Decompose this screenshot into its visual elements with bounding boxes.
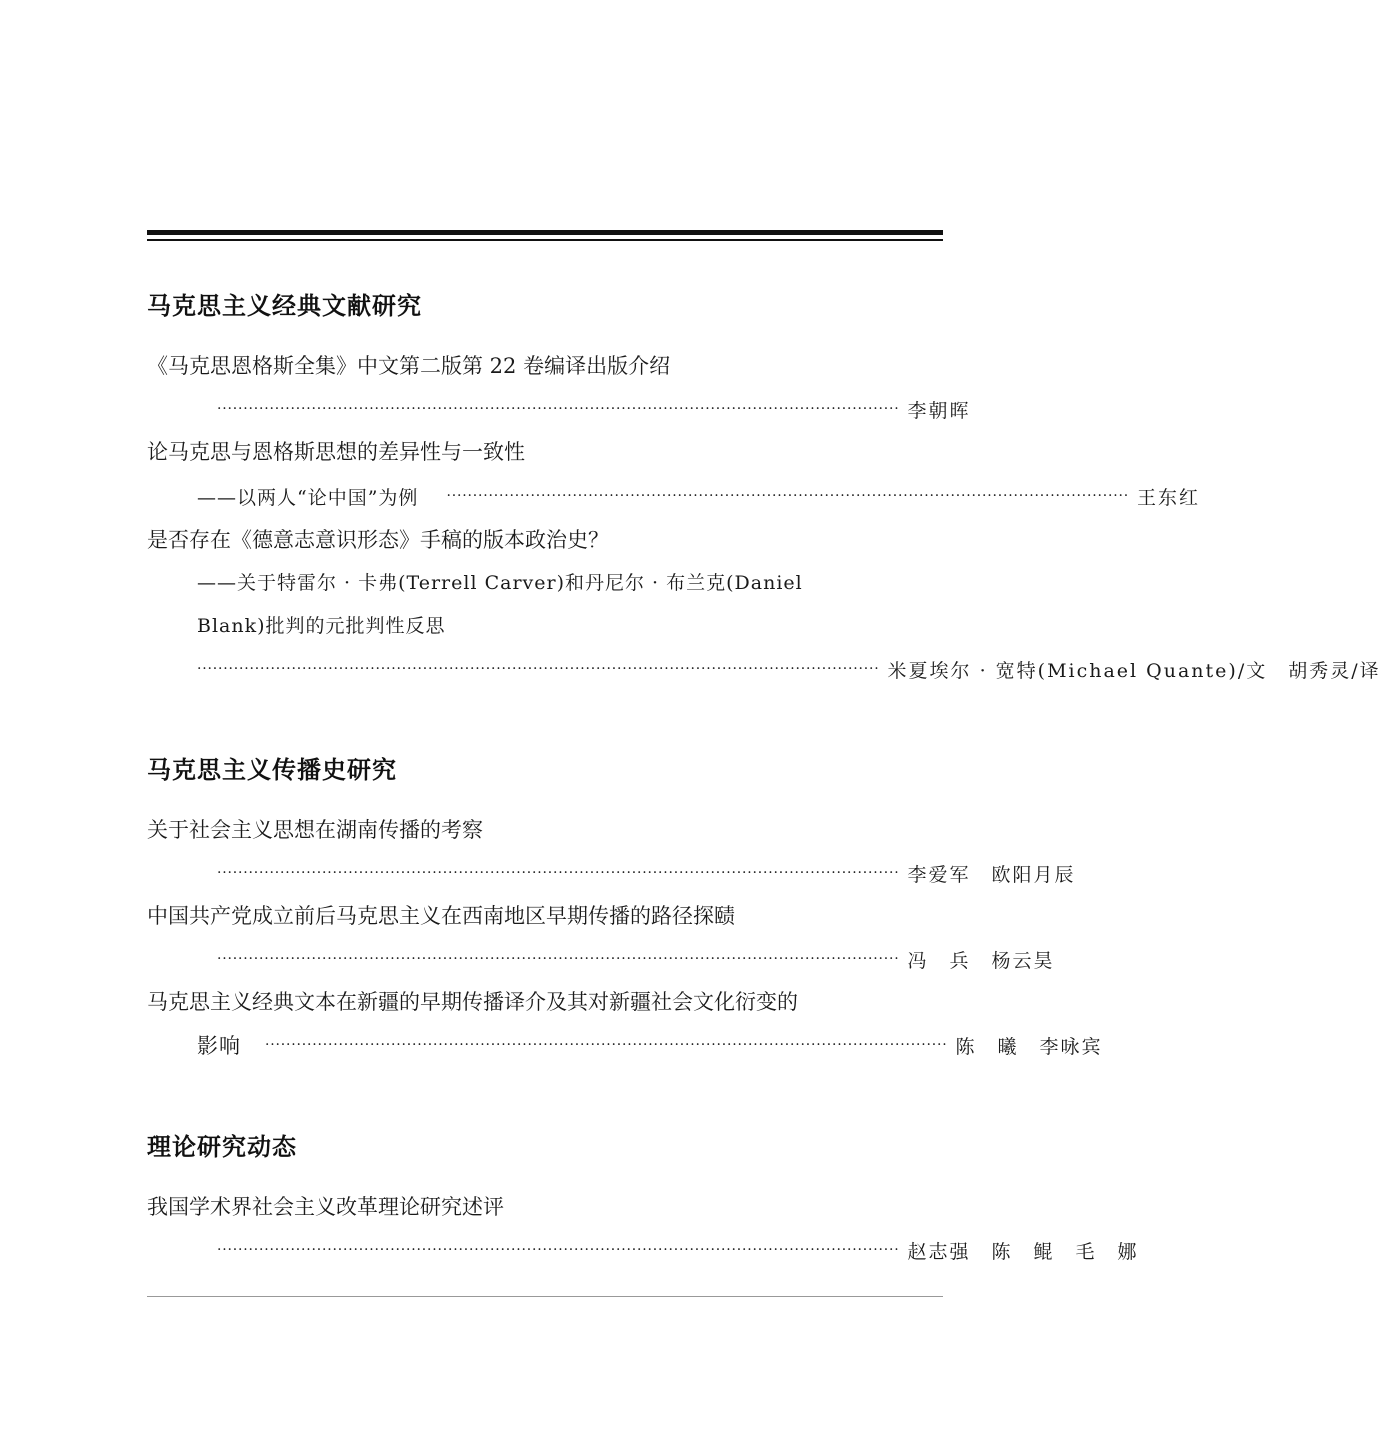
dot-leader: ·································································································································· xyxy=(265,1037,948,1053)
entry-author: 王东红 xyxy=(1136,486,1200,509)
dot-leader: ·································································································································· xyxy=(197,661,880,677)
entry-leader-row xyxy=(197,655,1381,683)
entry-title: 论马克思与恩格斯思想的差异性与一致性 xyxy=(147,440,525,464)
dot-leader: ·································································································································· xyxy=(217,401,900,417)
entry-subtitle: ——以两人“论中国”为例 xyxy=(197,486,419,509)
entry-leader-row xyxy=(217,1236,1139,1264)
entry-title: 中国共产党成立前后马克思主义在西南地区早期传播的路径探赜 xyxy=(147,904,735,928)
entry-author: 陈 曦 李咏宾 xyxy=(955,1035,1103,1058)
bottom-rule xyxy=(147,1296,943,1297)
top-rule-thin xyxy=(147,239,943,241)
section-heading-theory-research: 理论研究动态 xyxy=(147,1133,297,1161)
top-rule-thick xyxy=(147,230,943,235)
entry-author: 米夏埃尔 · 宽特(Michael Quante)/文 胡秀灵/译 xyxy=(887,659,1381,682)
entry-subtitle: ——关于特雷尔 · 卡弗(Terrell Carver)和丹尼尔 · 布兰克(Daniel xyxy=(197,572,803,594)
dot-leader: ·································································································································· xyxy=(217,1242,900,1258)
entry-leader-row xyxy=(197,1031,1103,1059)
dot-leader: ·································································································································· xyxy=(217,951,900,967)
entry-title: 马克思主义经典文本在新疆的早期传播译介及其对新疆社会文化衍变的 xyxy=(147,990,798,1014)
entry-title: 关于社会主义思想在湖南传播的考察 xyxy=(147,818,483,842)
entry-leader-row xyxy=(217,395,971,423)
entry-subtitle: Blank)批判的元批判性反思 xyxy=(197,615,446,637)
dot-leader: ·································································································································· xyxy=(446,488,1129,504)
entry-leader-row xyxy=(217,945,1055,973)
entry-author: 李朝晖 xyxy=(907,399,971,422)
entry-title: 是否存在《德意志意识形态》手稿的版本政治史？ xyxy=(147,528,609,552)
dot-leader: ·································································································································· xyxy=(217,865,900,881)
entry-author: 赵志强 陈 鲲 毛 娜 xyxy=(907,1240,1139,1263)
entry-title-continued: 影响 xyxy=(197,1034,241,1058)
entry-leader-row xyxy=(197,482,1200,510)
entry-author: 冯 兵 杨云昊 xyxy=(907,949,1055,972)
section-heading-classic-literature: 马克思主义经典文献研究 xyxy=(147,292,422,320)
section-heading-dissemination-history: 马克思主义传播史研究 xyxy=(147,756,397,784)
entry-author: 李爱军 欧阳月辰 xyxy=(907,863,1076,886)
entry-title: 我国学术界社会主义改革理论研究述评 xyxy=(147,1195,504,1219)
entry-title: 《马克思恩格斯全集》中文第二版第 22 卷编译出版介绍 xyxy=(147,354,671,378)
entry-leader-row xyxy=(217,859,1076,887)
